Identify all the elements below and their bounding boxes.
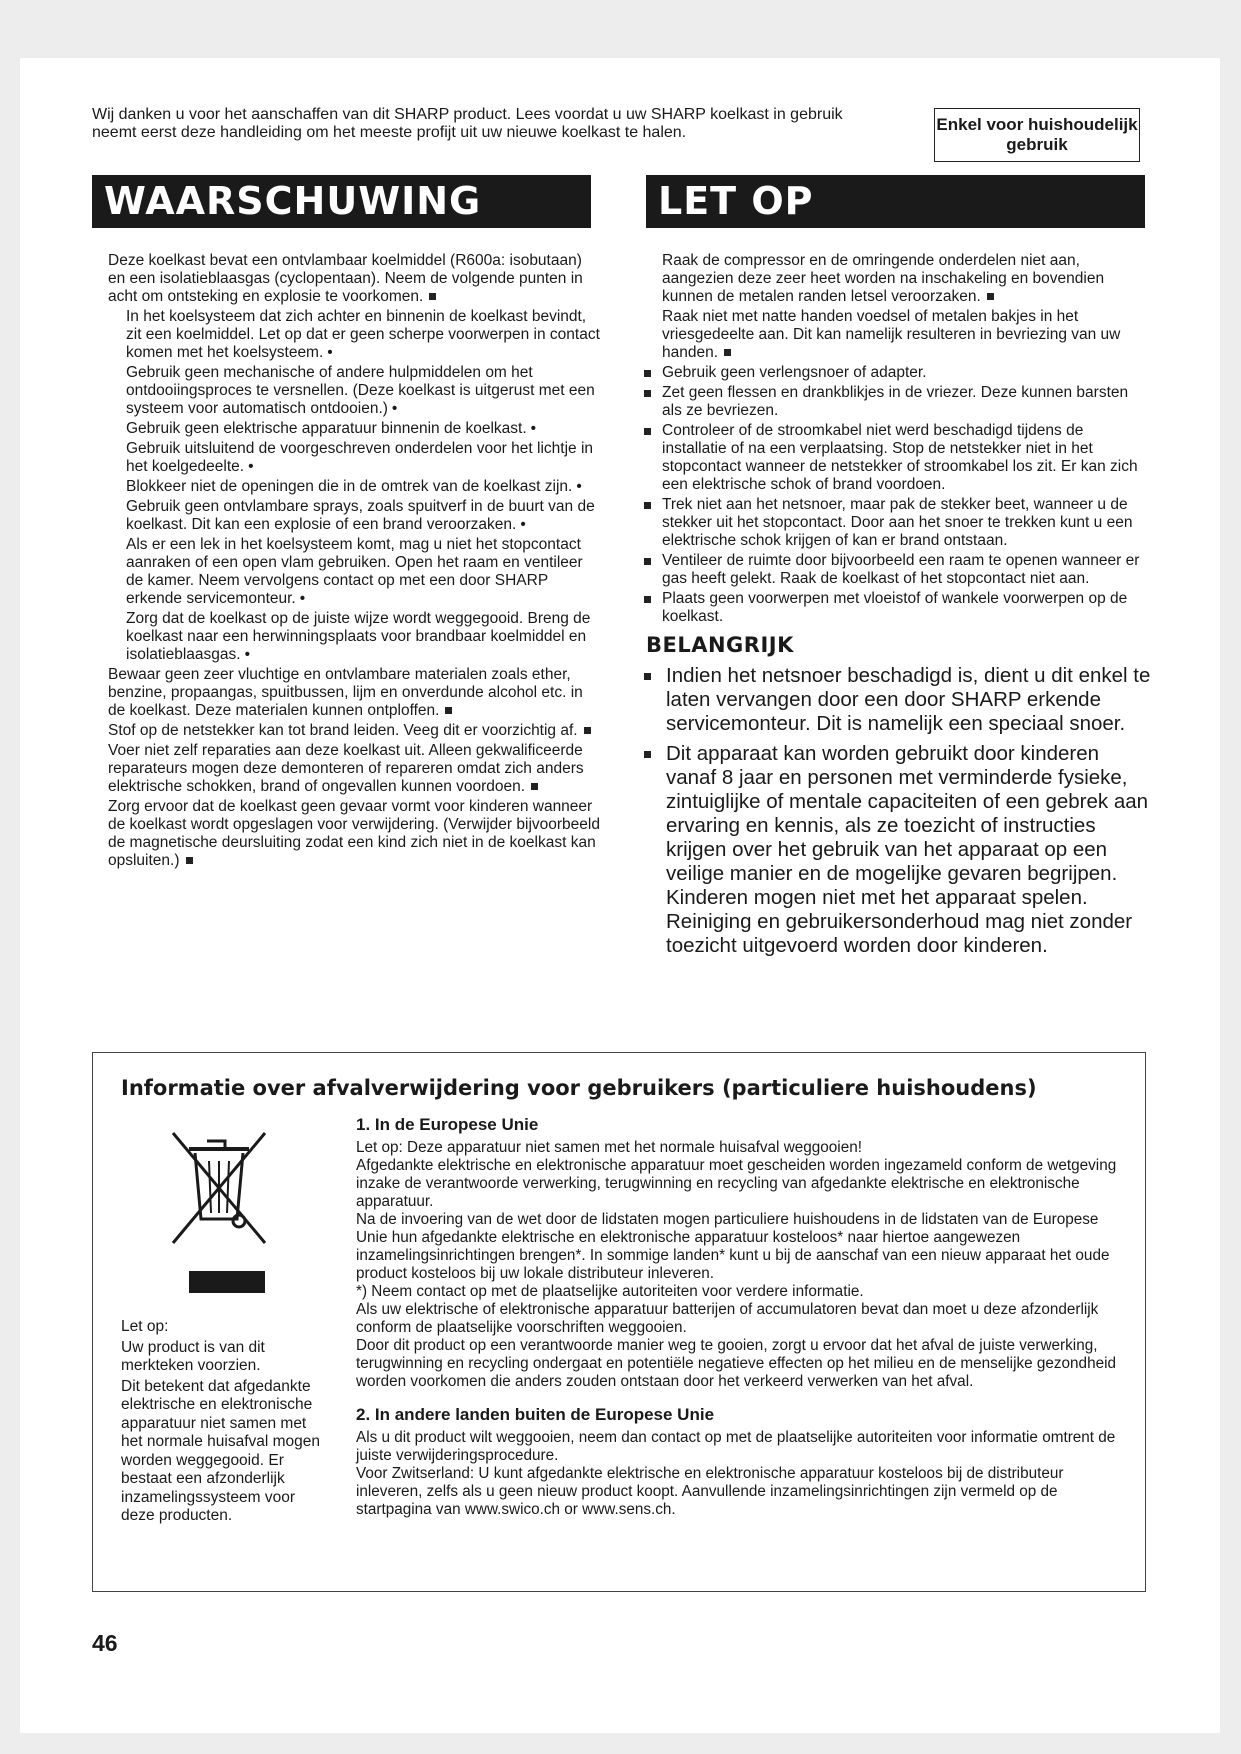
disposal-info-box — [92, 1052, 1146, 1592]
bullet-dot-icon: • — [391, 400, 398, 417]
disposal-details — [356, 1115, 1126, 1519]
bullet-square-icon — [186, 857, 193, 864]
marking-note: Let op: Uw product is van dit merkteken voorzien. Dit betekent dat afgedankte elektrische en elektronische apparatuur niet samen met het normale huisafval mogen worden weggegooid. Er bestaat een afzonderlijk inzamelingssysteem voor deze producten. — [121, 1318, 321, 1524]
warning-sub-item: Gebruik uitsluitend de voorgeschreven onderdelen voor het lichtje in het koelgedeelte. • — [126, 440, 594, 475]
bullet-square-icon — [644, 596, 651, 603]
bullet-square-icon — [644, 428, 651, 435]
bullet-square-icon — [644, 558, 651, 565]
caution-item: Zet geen flessen en drankblikjes in de vriezer. Deze kunnen barsten als ze bevriezen. — [662, 384, 1152, 420]
household-use-badge: Enkel voor huishoudelijk gebruik — [934, 108, 1140, 162]
bullet-square-icon — [644, 502, 651, 509]
other-paragraph: Voor Zwitserland: U kunt afgedankte elektrische en elektronische apparatuur kosteloos bij de distributeur inleveren, zelfs als u geen nieuw product koopt. Aanvullende inzamelingsinrichtingen zijn vermeld op de startpagina van www.swico.ch or www.sens.ch. — [356, 1465, 1064, 1518]
eu-paragraph: Als uw elektrische of elektronische apparatuur batterijen of accumulatoren bevat dan moet u deze afzonderlijk conform de plaatselijke voorschriften weggooien. — [356, 1301, 1099, 1336]
bullet-square-icon — [987, 293, 994, 300]
bullet-square-icon — [531, 783, 538, 790]
important-item: Dit apparaat kan worden gebruikt door kinderen vanaf 8 jaar en personen met verminderde fysieke, zintuiglijke of mentale capaciteiten of een gebrek aan ervaring en kennis, als ze toezicht of instructies krijgen over het gebruik van het apparaat op een veilige manier en de mogelijke gevaren begrijpen. Kinderen mogen niet met het apparaat spelen. Reiniging en gebruikersonderhoud mag niet zonder toezicht uitgevoerd worden door kinderen. — [662, 742, 1152, 958]
warning-item: Stof op de netstekker kan tot brand leiden. Veeg dit er voorzichtig af. — [108, 722, 600, 740]
warning-sub-item: Gebruik geen elektrische apparatuur binnenin de koelkast. • — [126, 420, 537, 437]
eu-paragraph: Na de invoering van de wet door de lidstaten mogen particuliere huishoudens in de lidstaten van de Europese Unie hun afgedankte elektrische en elektronische apparatuur kosteloos* naar hiertoe aangewezen inzamelingsinrichtingen brengen*. In sommige landen* kunt u bij de aanschaf van een nieuw apparaat het oude product kosteloos bij uw lokale distributeur inleveren. — [356, 1211, 1110, 1282]
warning-sub-item: Zorg dat de koelkast op de juiste wijze wordt weggegooid. Breng de koelkast naar een herwinningsplaats voor brandbaar koelmiddel en isolatieblaasgas. • — [126, 610, 591, 663]
other-countries-heading: 2. In andere landen buiten de Europese Unie — [356, 1405, 715, 1424]
caution-item: Raak niet met natte handen voedsel of metalen bakjes in het vriesgedeelte aan. Dit kan namelijk resulteren in bevriezing van uw handen. — [662, 308, 1121, 361]
important-item: Indien het netsnoer beschadigd is, dient u dit enkel te laten vervangen door een door SHARP erkende servicemonteur. Dit is namelijk een speciaal snoer. — [662, 664, 1152, 736]
bullet-square-icon — [445, 707, 452, 714]
crossed-out-bin-icon — [159, 1123, 279, 1253]
eu-paragraph: Door dit product op een verantwoorde manier weg te gooien, zorgt u ervoor dat het afval de juiste verwerking, terugwinning en recycling ondergaat en potentiële negatieve effecten op het milieu en de menselijke gezondheid worden voorkomen die anders zouden ontstaan door het verkeerd verwerken van het afval. — [356, 1337, 1116, 1390]
caution-column — [646, 252, 1152, 958]
bullet-dot-icon: • — [520, 516, 526, 533]
warning-sub-item: Als er een lek in het koelsysteem komt, mag u niet het stopcontact aanraken of een open vlam gebruiken. Open het raam en ventileer de kamer. Neem vervolgens contact op met een door SHARP erkende servicemonteur. • — [126, 536, 583, 607]
warning-item: Zorg ervoor dat de koelkast geen gevaar vormt voor kinderen wanneer de koelkast wordt opgeslagen voor verwijdering. (Verwijder bijvoorbeeld de magnetische deursluiting zodat een kind zich niet in de koelkast kan opsluiten.) — [108, 798, 600, 869]
intro-text: Wij danken u voor het aanschaffen van dit SHARP product. Lees voordat u uw SHARP koelkast in gebruik neemt eerst deze handleiding om het meeste profijt uit uw nieuwe koelkast te halen. — [92, 106, 843, 141]
bullet-dot-icon: • — [530, 420, 537, 437]
bullet-dot-icon: • — [248, 458, 254, 475]
bullet-dot-icon: • — [244, 646, 251, 663]
caution-item: Plaats geen voorwerpen met vloeistof of wankele voorwerpen op de koelkast. — [662, 590, 1152, 626]
eu-paragraph: Afgedankte elektrische en elektronische apparatuur moet gescheiden worden ingezameld conform de wetgeving inzake de verantwoorde verwerking, terugwinning en recycling van afgedankte elektrische en elektronische apparatuur. — [356, 1157, 1117, 1210]
bullet-dot-icon: • — [299, 590, 306, 607]
eu-paragraph: *) Neem contact op met de plaatselijke autoriteiten voor verdere informatie. — [356, 1283, 864, 1300]
bullet-dot-icon: • — [327, 344, 333, 361]
warning-sub-item: Gebruik geen ontvlambare sprays, zoals spuitverf in de buurt van de koelkast. Dit kan een explosie of een brand veroorzaken. • — [126, 498, 595, 533]
warning-sub-list — [108, 308, 600, 664]
warning-intro-item: Deze koelkast bevat een ontvlambaar koelmiddel (R600a: isobutaan) en een isolatieblaasgas (cyclopentaan). Neem de volgende punten in acht om ontsteking en explosie te voorkomen. — [108, 252, 583, 305]
important-heading: BELANGRIJK — [646, 633, 794, 657]
caution-item: Raak de compressor en de omringende onderdelen niet aan, aangezien deze zeer heet worden na inschakeling en bovendien kunnen de metalen randen letsel veroorzaken. — [662, 252, 1105, 305]
bullet-square-icon — [644, 370, 651, 377]
warning-column — [108, 252, 600, 870]
warning-item: Bewaar geen zeer vluchtige en ontvlambare materialen zoals ether, benzine, propaangas, spuitbussen, lijm en onverdunde alcohol etc. in de koelkast. Deze materialen kunnen ontploffen. — [108, 666, 583, 719]
warning-sub-item: Gebruik geen mechanische of andere hulpmiddelen om het ontdooiingsproces te versnellen. (Deze koelkast is uitgerust met een systeem voor automatisch ontdooien.) • — [126, 364, 595, 417]
bullet-square-icon — [724, 349, 731, 356]
bullet-square-icon — [644, 751, 651, 758]
caution-item: Gebruik geen verlengsnoer of adapter. — [662, 364, 1152, 382]
warning-sub-item: Blokkeer niet de openingen die in de omtrek van de koelkast zijn. • — [126, 478, 582, 495]
eu-paragraph: Let op: Deze apparatuur niet samen met het normale huisafval weggooien! — [356, 1139, 862, 1156]
bullet-square-icon — [584, 727, 591, 734]
weee-marking-bar — [189, 1271, 265, 1293]
other-paragraph: Als u dit product wilt weggooien, neem dan contact op met de plaatselijke autoriteiten voor informatie omtrent de juiste verwijderingsprocedure. — [356, 1429, 1116, 1464]
bullet-square-icon — [644, 673, 651, 680]
warning-item: Voer niet zelf reparaties aan deze koelkast uit. Alleen gekwalificeerde reparateurs mogen deze demonteren of repareren omdat zich anders elektrische schokken, brand of ongevallen kunnen voordoen. — [108, 742, 584, 795]
disposal-title: Informatie over afvalverwijdering voor gebruikers (particuliere huishoudens) — [121, 1076, 1037, 1100]
bullet-square-icon — [644, 390, 651, 397]
caution-item: Controleer of de stroomkabel niet werd beschadigd tijdens de installatie of na een verplaatsing. Stop de netstekker niet in het stopcontact wanneer de netstekker of stroomkabel los zit. Er kan zich een elektrische schok of brand voordoen. — [662, 422, 1152, 494]
warning-banner: WAARSCHUWING — [92, 175, 591, 228]
caution-item: Trek niet aan het netsnoer, maar pak de stekker beet, wanneer u de stekker uit het stopcontact. Door aan het snoer te trekken kunt u een elektrische schok krijgen of kan er brand ontstaan. — [662, 496, 1152, 550]
caution-banner: LET OP — [646, 175, 1145, 228]
page-number: 46 — [92, 1630, 118, 1656]
bullet-dot-icon: • — [576, 478, 582, 495]
bullet-square-icon — [429, 293, 436, 300]
warning-sub-item: In het koelsysteem dat zich achter en binnenin de koelkast bevindt, zit een koelmiddel. Let op dat er geen scherpe voorwerpen in contact komen met het koelsysteem. • — [126, 308, 600, 361]
eu-heading: 1. In de Europese Unie — [356, 1115, 539, 1134]
caution-item: Ventileer de ruimte door bijvoorbeeld een raam te openen wanneer er gas heeft gelekt. Raak de koelkast of het stopcontact niet aan. — [662, 552, 1152, 588]
